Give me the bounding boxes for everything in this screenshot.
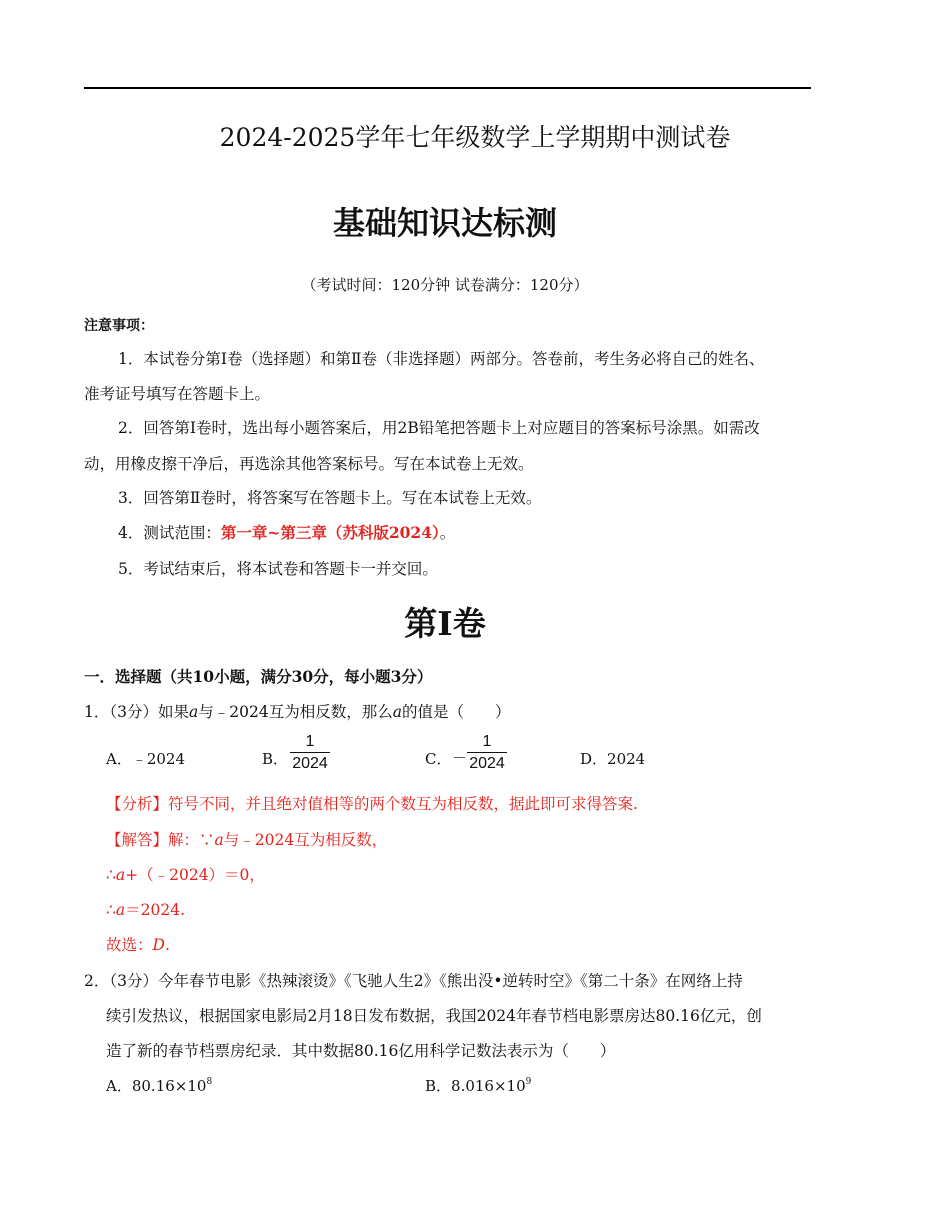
option-a-value: ﹣2024 (131, 750, 186, 768)
option-b-base: 8.016×10 (451, 1077, 526, 1095)
notice-item-4 (118, 521, 455, 543)
question-1-option-c-sign: － (452, 750, 468, 767)
option-a-label: A． (106, 1077, 132, 1095)
notice-item-4-suffix: 。 (439, 524, 456, 542)
option-a-label: A． (106, 750, 132, 768)
question-1-solution-line-2 (106, 863, 265, 885)
question-1-solution-line-1 (106, 828, 387, 850)
solution-2-var: a (115, 866, 126, 884)
solution-1-prefix: 【解答】解：∵ (106, 831, 215, 849)
question-1-option-c-label: C． (425, 750, 452, 768)
solution-3-suffix: ＝2024. (125, 901, 185, 919)
answer-value: D (152, 936, 165, 954)
solution-1-suffix: 与﹣2024互为相反数， (223, 831, 388, 849)
question-1-option-a (106, 748, 185, 769)
question-1-number: 1． (84, 703, 110, 721)
notice-item-2-line-2: 动，用橡皮擦干净后，再选涂其他答案标号。写在本试卷上无效。 (84, 455, 534, 473)
fraction-denominator: 2024 (292, 755, 328, 772)
question-1-stem-part-b: 与﹣2024互为相反数，那么 (198, 703, 393, 721)
fraction-denominator: 2024 (469, 755, 505, 772)
exam-info: （考试时间：120分钟 试卷满分：120分） (301, 276, 589, 294)
question-1-option-b-label: B． (262, 750, 289, 768)
exam-title: 2024-2025学年七年级数学上学期期中测试卷 (219, 123, 731, 152)
question-1-analysis: 【分析】符号不同，并且绝对值相等的两个数互为相反数，据此即可求得答案. (106, 795, 638, 813)
notice-item-2-line-1: 2．回答第Ⅰ卷时，选出每小题答案后，用2B铅笔把答题卡上对应题目的答案标号涂黑。如需改 (118, 419, 760, 437)
question-2-option-b (425, 1075, 531, 1096)
solution-3-var: a (115, 901, 126, 919)
question-1-var: a (189, 703, 199, 721)
notice-item-3: 3．回答第Ⅱ卷时，将答案写在答题卡上。写在本试卷上无效。 (118, 489, 542, 507)
exam-subtitle: 基础知识达标测 (332, 204, 557, 242)
question-1-option-b-fraction (290, 733, 330, 774)
option-a-exponent: 8 (206, 1077, 213, 1087)
fraction-numerator: 1 (482, 733, 492, 750)
option-d-label: D． (580, 750, 608, 768)
solution-1-var: a (214, 831, 224, 849)
question-2-line-1 (84, 969, 743, 991)
question-2-line-2: 续引发热议，根据国家电影局2月18日发布数据，我国2024年春节档电影票房达80.16亿元，创 (106, 1007, 762, 1025)
option-d-value: 2024 (607, 750, 646, 768)
notice-item-1-line-1: 1．本试卷分第Ⅰ卷（选择题）和第Ⅱ卷（非选择题）两部分。答卷前，考生务必将自己的姓名、 (118, 350, 765, 368)
answer-suffix: . (164, 936, 170, 954)
question-1-option-c-fraction (467, 733, 507, 774)
notice-item-4-prefix: 4．测试范围： (118, 524, 221, 542)
question-2-option-a (106, 1075, 212, 1096)
solution-2-prefix: ∴ (106, 866, 116, 884)
solution-2-suffix: +（﹣2024）＝0， (125, 866, 265, 884)
notice-heading: 注意事项： (84, 318, 154, 334)
fraction-bar (467, 752, 507, 753)
question-1-stem-part-c: 的值是（ ） (401, 703, 511, 721)
question-1-answer (106, 933, 170, 955)
fraction-numerator: 1 (305, 733, 315, 750)
question-2-number: 2． (84, 972, 110, 990)
question-1-stem (84, 700, 510, 722)
answer-prefix: 故选： (106, 936, 153, 954)
notice-item-5: 5．考试结束后，将本试卷和答题卡一并交回。 (118, 560, 438, 578)
option-b-exponent: 9 (525, 1077, 532, 1087)
solution-3-prefix: ∴ (106, 901, 116, 919)
question-2-text-1: （3分）今年春节电影《热辣滚烫》《飞驰人生2》《熊出没•逆转时空》《第二十条》在网络上持 (109, 972, 743, 990)
header-rule (84, 87, 811, 89)
notice-item-1-line-2: 准考证号填写在答题卡上。 (84, 385, 271, 403)
question-1-solution-line-3 (106, 898, 185, 920)
question-1-stem-part-a: （3分）如果 (109, 703, 189, 721)
section-1-heading: 一．选择题（共10小题，满分30分，每小题3分） (84, 667, 433, 686)
question-1-option-d (580, 748, 645, 769)
volume-title: 第Ⅰ卷 (404, 604, 486, 643)
question-1-var-2: a (392, 703, 402, 721)
question-2-line-3: 造了新的春节档票房纪录．其中数据80.16亿用科学记数法表示为（ ） (106, 1042, 616, 1060)
test-range: 第一章~第三章（苏科版2024） (220, 523, 440, 542)
fraction-bar (290, 752, 330, 753)
option-b-label: B． (425, 1077, 452, 1095)
option-a-base: 80.16×10 (131, 1077, 207, 1095)
